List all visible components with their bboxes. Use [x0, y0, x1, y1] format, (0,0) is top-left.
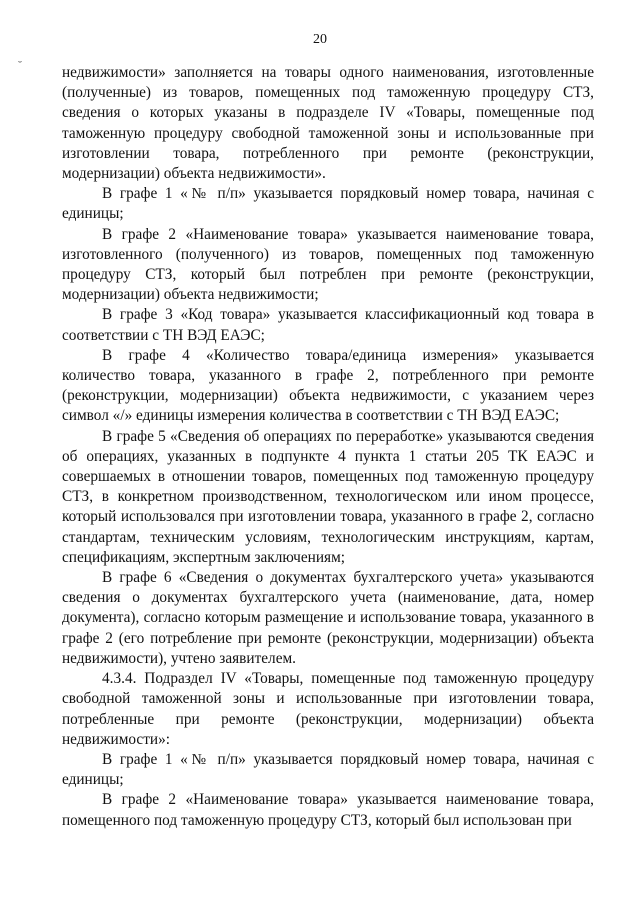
paragraph-subsection-column-1: В графе 1 «№ п/п» указывается порядковый номер товара, начиная с единицы;: [62, 750, 594, 789]
paragraph-column-6: В графе 6 «Сведения о документах бухгалтерского учета» указываются сведения о документах бухгалтерского учета (наименование, дата, номер документа), согласно которым размещение и использование товара, указанного в графе 2 (его потребление при ремонте (реконструкции, модернизации) объекта недвижимости), учтено заявителем.: [62, 569, 594, 667]
paragraph-column-3: В графе 3 «Код товара» указывается классификационный код товара в соответствии с ТН ВЭД ЕАЭС;: [62, 306, 594, 344]
paragraph-section-4-3-4: 4.3.4. Подраздел IV «Товары, помещенные под таможенную процедуру свободной таможенной зоны и использованные при изготовлении товара, потребленные при ремонте (реконструкции, модернизации) объекта недвижимости»:: [62, 670, 594, 748]
page-number: 20: [313, 32, 327, 47]
document-body: [62, 63, 594, 831]
paragraph-subsection-column-2: В графе 2 «Наименование товара» указывается наименование товара, помещенного под таможенную процедуру СТЗ, который был использован при: [62, 791, 594, 829]
paragraph-continuation: недвижимости» заполняется на товары одного наименования, изготовленные (полученные) из товаров, помещенных под таможенную процедуру СТЗ, сведения о которых указаны в подразделе IV «Товары, помещенные под таможенную процедуру свободной таможенной зоны и использованные при изготовлении товара, потребленного при ремонте (реконструкции, модернизации) объекта недвижимости».: [62, 64, 594, 183]
paragraph-column-5: В графе 5 «Сведения об операциях по переработке» указываются сведения об операциях, указанных в подпункте 4 пункта 1 статьи 205 ТК ЕАЭС и совершаемых в отношении товаров, помещенных под таможенную процедуру СТЗ, в конкретном производственном, технологическом или ином процессе, который использовался при изготовлении товара, указанного в графе 2, согласно стандартам, техническим условиям, технологическим инструкциям, картам, спецификациям, экспертным заключениям;: [62, 427, 594, 566]
margin-mark: ˘: [18, 58, 22, 72]
paragraph-column-2: В графе 2 «Наименование товара» указывается наименование товара, изготовленного (полученного) из товаров, помещенных под таможенную процедуру СТЗ, который был потреблен при ремонте (реконструкции, модернизации) объекта недвижимости;: [62, 225, 594, 304]
paragraph-column-1: В графе 1 «№ п/п» указывается порядковый номер товара, начиная с единицы;: [62, 185, 594, 223]
paragraph-column-4: В графе 4 «Количество товара/единица измерения» указывается количество товара, указанного в графе 2, потребленного при ремонте (реконструкции, модернизации) объекта недвижимости, с указанием через символ «/» единицы измерения количества в соответствии с ТН ВЭД ЕАЭС;: [62, 346, 594, 425]
